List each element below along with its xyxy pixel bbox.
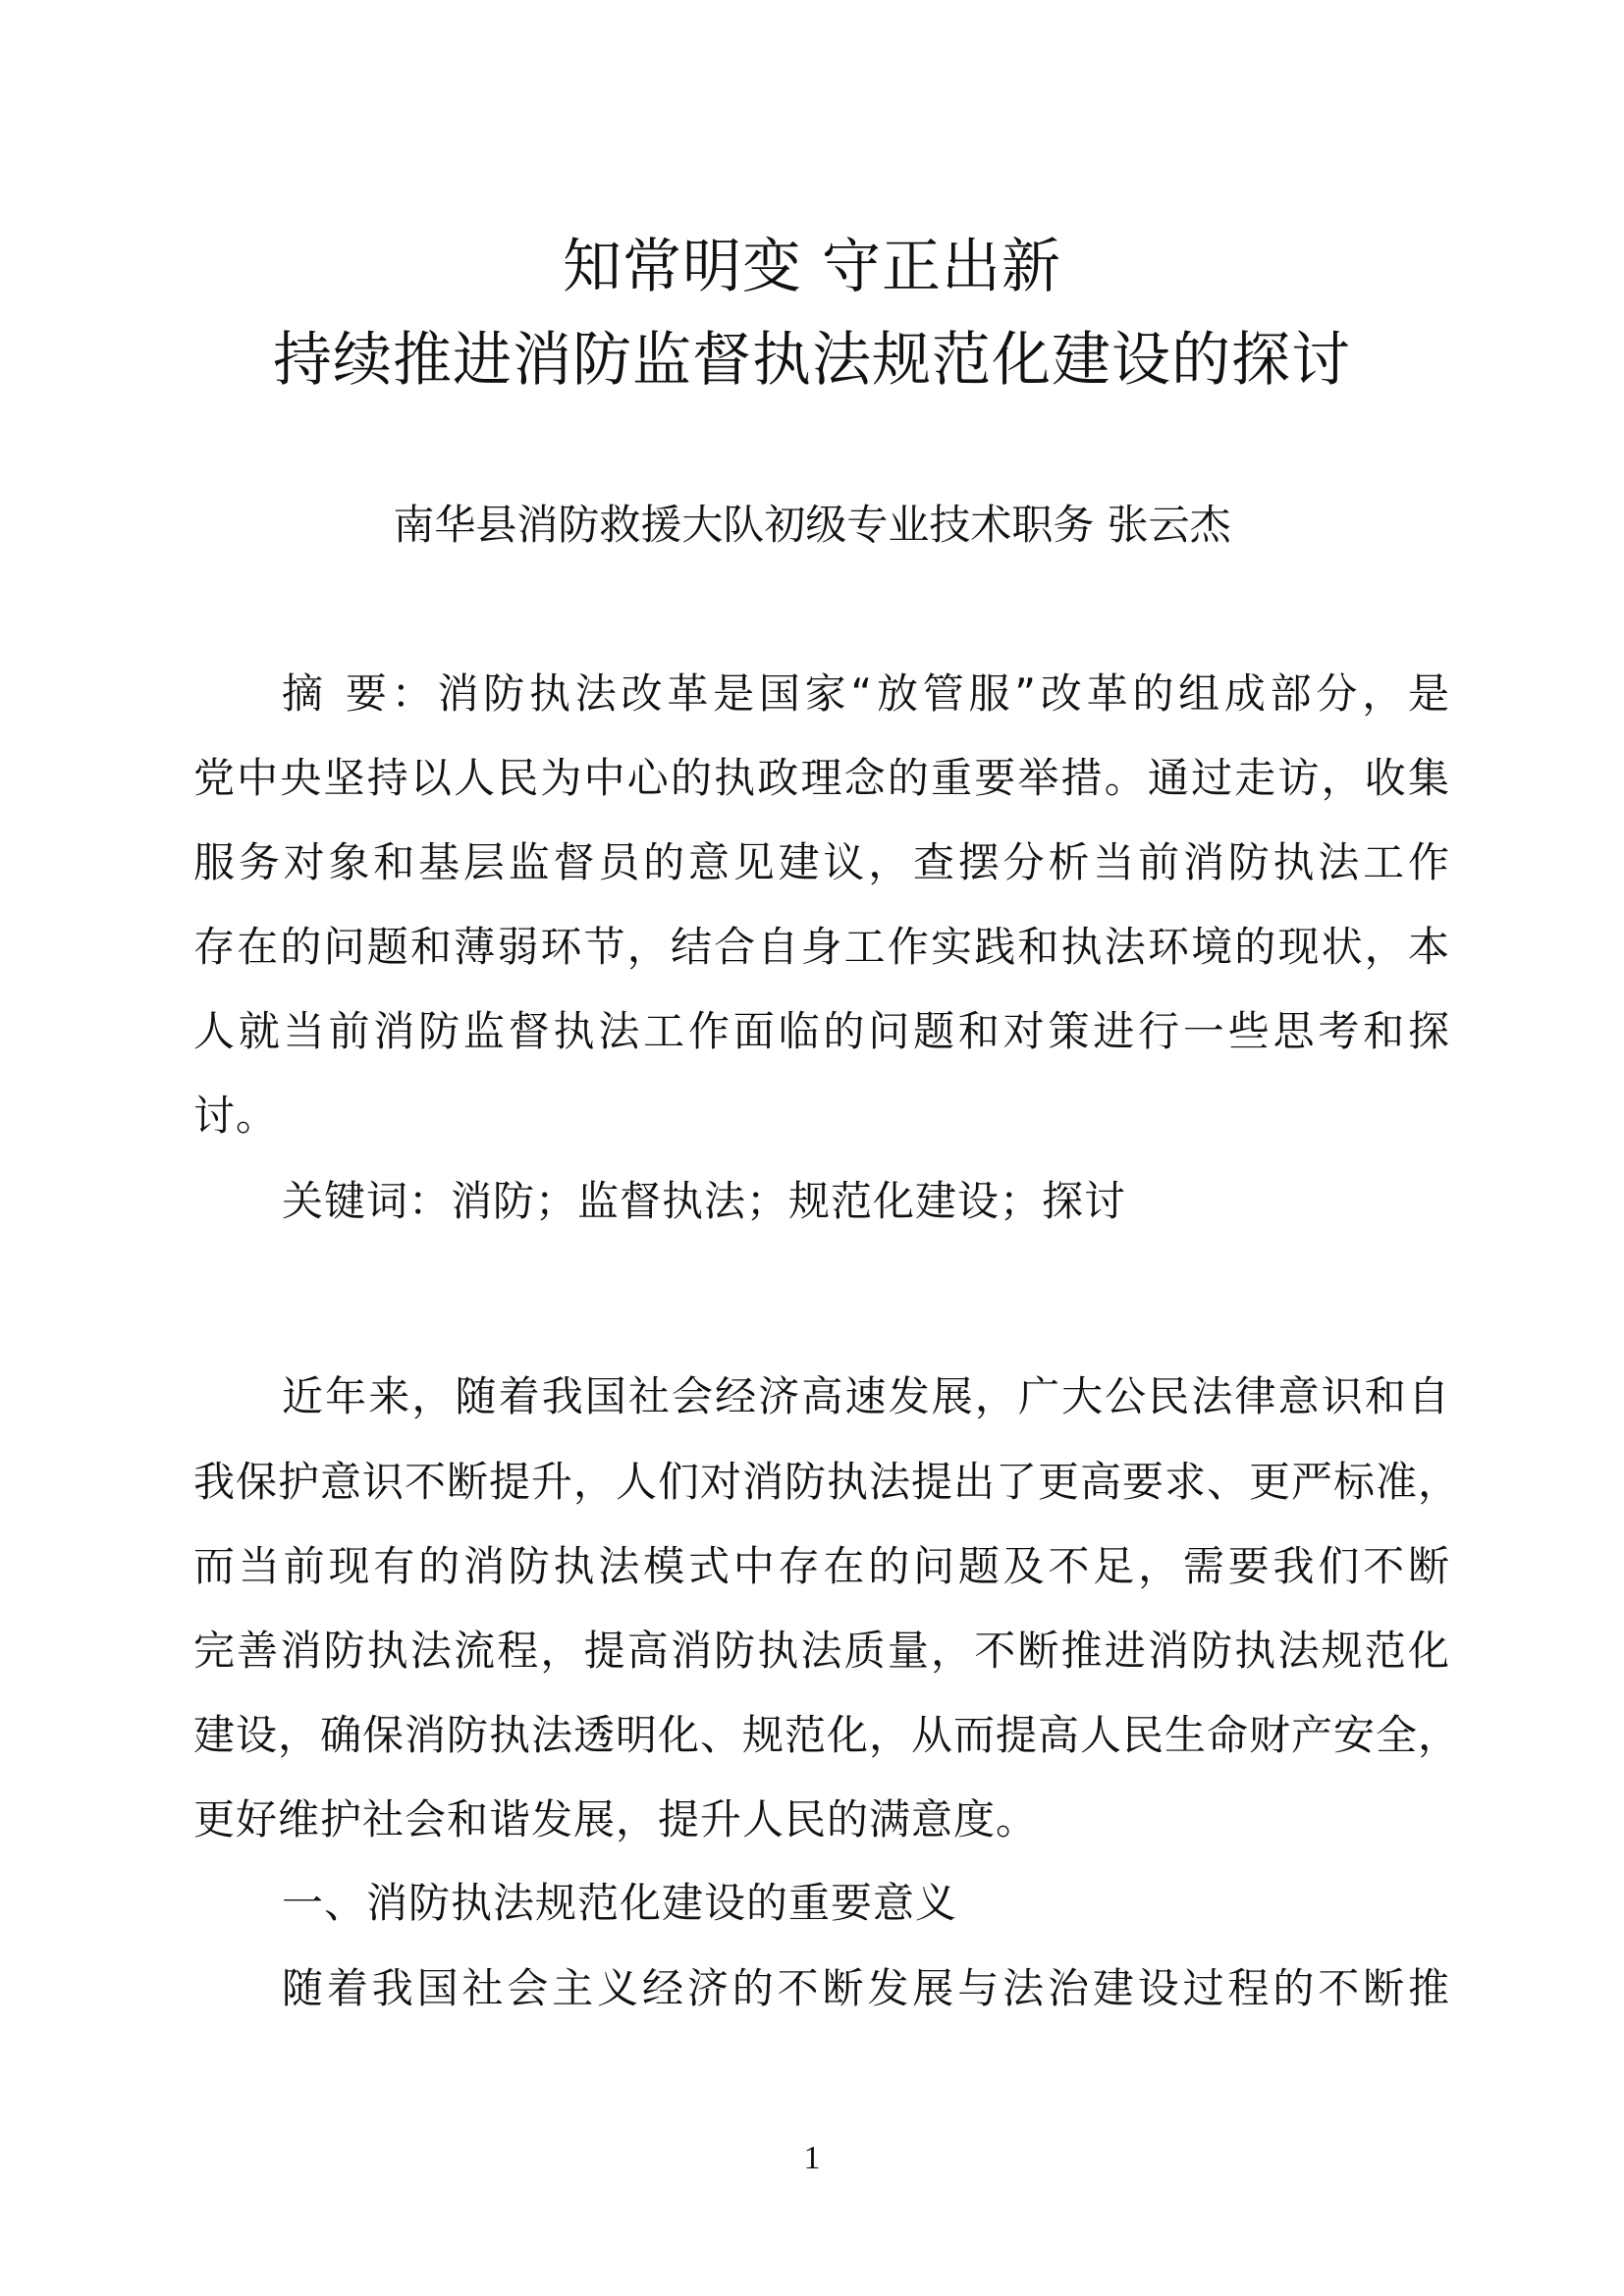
- section-heading: 一、消防执法规范化建设的重要意义: [282, 1879, 958, 1927]
- page-number: 1: [803, 2140, 821, 2176]
- intro-line: 更好维护社会和谐发展，提升人民的满意度。: [193, 1795, 1039, 1843]
- abstract-line: 人就当前消防监督执法工作面临的问题和对策进行一些思考和探: [193, 1007, 1450, 1055]
- abstract-line: 党中央坚持以人民为中心的执政理念的重要举措。通过走访，收集: [193, 754, 1450, 802]
- document-title-line-1: 知常明变 守正出新: [562, 233, 1062, 301]
- intro-line: 而当前现有的消防执法模式中存在的问题及不足，需要我们不断: [193, 1542, 1450, 1590]
- intro-line: 完善消防执法流程，提高消防执法质量，不断推进消防执法规范化: [193, 1627, 1450, 1675]
- intro-line: 近年来，随着我国社会经济高速发展，广大公民法律意识和自: [282, 1372, 1450, 1420]
- author-line: 南华县消防救援大队初级专业技术职务 张云杰: [393, 501, 1231, 549]
- section-paragraph-line: 随着我国社会主义经济的不断发展与法治建设过程的不断推: [282, 1964, 1450, 2012]
- intro-line: 我保护意识不断提升，人们对消防执法提出了更高要求、更严标准，: [193, 1458, 1461, 1506]
- abstract-line: 服务对象和基层监督员的意见建议，查摆分析当前消防执法工作: [193, 838, 1450, 886]
- abstract-line: 摘 要：消防执法改革是国家“放管服”改革的组成部分，是: [282, 669, 1450, 718]
- keywords-line: 关键词：消防；监督执法；规范化建设；探讨: [282, 1177, 1127, 1225]
- abstract-line: 存在的问题和薄弱环节，结合自身工作实践和执法环境的现状，本: [193, 923, 1450, 971]
- intro-line: 建设，确保消防执法透明化、规范化，从而提高人民生命财产安全，: [193, 1711, 1461, 1759]
- abstract-line: 讨。: [193, 1092, 279, 1140]
- document-title-line-2: 持续推进消防监督执法规范化建设的探讨: [273, 326, 1351, 395]
